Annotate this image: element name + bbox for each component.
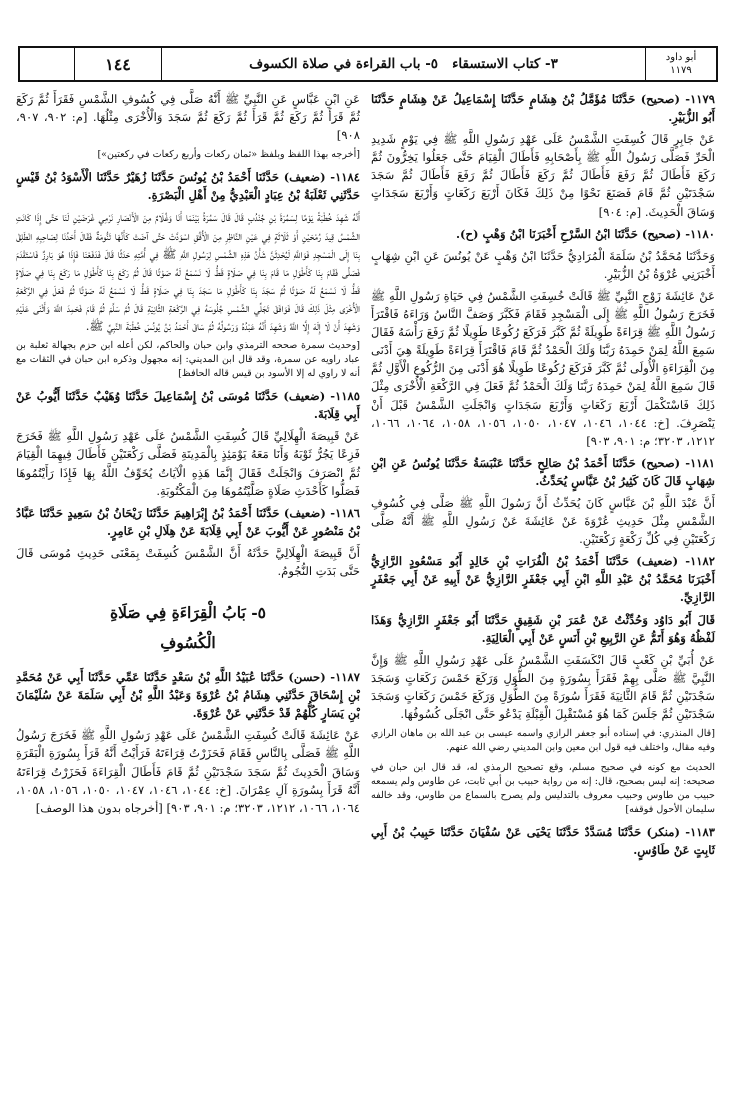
hadith-matn: عَنْ عَائِشَةَ قَالَتْ كُسِفَتِ الشَّمْسُ عَلَى عَهْدِ رَسُولِ اللَّهِ ﷺ فَخَرَجَ رَسُولُ اللَّهِ ﷺ فَصَلَّى بِالنَّاسِ فَقَامَ فَحَزَرْتُ قِرَاءَتَهُ فَرَأَيْتُ أَنَّهُ قَرَأَ بِسُورَةِ الْبَقَرَةِ وَسَاقَ الْحَدِيثَ ثُمَّ سَجَدَ سَجْدَتَيْنِ ثُمَّ قَامَ فَأَطَالَ الْقِرَاءَةَ فَحَزَرْتُ قِرَاءَتَهُ أَنَّهُ قَرَأَ بِسُورَةِ آلِ عِمْرَانَ. [خ: ١٠٤٤، ١٠٤٦، ١٠٤٧، ١٠٥٠، ١٠٥٦، ١٠٥٨، ١٠٦٤، ١٠٦٦، ١٢١٢، ٣٢٠٣؛ م: ٩٠١، ٩٠٣] [أخرجاه بدون هذا الوصف] — [16, 728, 360, 815]
author-note: قَالَ أَبُو دَاوُد وَحُدِّثْتُ عَنْ عُمَرَ بْنِ شَقِيقٍ حَدَّثَنَا أَبُو جَعْفَرٍ الرَّازِيُّ وَهَذَا لَفْظُهُ وَهُوَ أَتَمُّ عَنِ الرَّبِيعِ بْنِ أَنَسٍ عَنْ أَبِي الْعَالِيَةِ. — [371, 612, 715, 645]
book-name: أبو داود — [665, 52, 697, 63]
page-number: ١٤٤ — [74, 48, 161, 80]
hadith-matn: أَنَّ قَبِيصَةَ الْهِلَالِيَّ حَدَّثَهُ أَنَّ الشَّمْسَ كُسِفَتْ بِمَعْنَى حَدِيثِ مُوسَى قَالَ حَتَّى بَدَتِ النُّجُومُ. — [16, 545, 360, 578]
book-hadith-number: ١١٧٩ — [670, 65, 692, 76]
page-header — [18, 46, 718, 82]
hadith-matn: وَحَدَّثَنَا مُحَمَّدُ بْنُ سَلَمَةَ الْمُرَادِيُّ حَدَّثَنَا ابْنُ وَهْبٍ عَنْ يُونُسَ عَنِ ابْنِ شِهَابٍ أَخْبَرَنِي عُرْوَةُ بْنُ الزُّبَيْرِ. — [371, 248, 715, 281]
hadith-matn: عَنِ ابْنِ عَبَّاسٍ عَنِ النَّبِيِّ ﷺ أَنَّهُ صَلَّى فِي كُسُوفِ الشَّمْسِ فَقَرَأَ ثُمَّ رَكَعَ ثُمَّ قَرَأَ ثُمَّ رَكَعَ ثُمَّ قَرَأَ ثُمَّ رَكَعَ ثُمَّ سَجَدَ وَالْأُخْرَى مِثْلُهَا. [م: ٩٠٢، ٩٠٧، ٩٠٨] — [16, 92, 360, 143]
hadith-isnad: ١١٨١- (صحيح) حَدَّثَنَا أَحْمَدُ بْنُ صَالِحٍ حَدَّثَنَا عَنْبَسَةُ حَدَّثَنَا يُونُسُ عَنِ ابْنِ شِهَابٍ قَالَ كَانَ كَثِيرُ بْنُ عَبَّاسٍ يُحَدِّثُ. — [371, 455, 715, 488]
hadith-matn: عَنْ قَبِيصَةَ الْهِلَالِيِّ قَالَ كُسِفَتِ الشَّمْسُ عَلَى عَهْدِ رَسُولِ اللَّهِ ﷺ فَخَرَجَ فَزِعًا يَجُرُّ ثَوْبَهُ وَأَنَا مَعَهُ يَوْمَئِذٍ بِالْمَدِينَةِ فَصَلَّى رَكْعَتَيْنِ فَأَطَالَ فِيهِمَا الْقِيَامَ ثُمَّ انْصَرَفَ وَانْجَلَتْ فَقَالَ إِنَّمَا هَذِهِ الْآيَاتُ يُخَوِّفُ اللَّهُ بِهَا فَإِذَا رَأَيْتُمُوهَا فَصَلُّوا كَأَحْدَثِ صَلَاةٍ صَلَّيْتُمُوهَا مِنَ الْمَكْتُوبَةِ. — [16, 429, 360, 498]
section-heading: ٥- بَابُ الْقِرَاءَةِ فِي صَلَاةِ الْكُسُوفِ — [110, 603, 266, 653]
hadith-matn: عَنْ أُبَيِّ بْنِ كَعْبٍ قَالَ انْكَسَفَتِ الشَّمْسُ عَلَى عَهْدِ رَسُولِ اللَّهِ ﷺ وَإِنَّ النَّبِيَّ ﷺ صَلَّى بِهِمْ فَقَرَأَ بِسُورَةٍ مِنَ الطُّوَلِ وَرَكَعَ خَمْسَ رَكَعَاتٍ وَسَجَدَ سَجْدَتَيْنِ ثُمَّ قَامَ الثَّانِيَةَ فَقَرَأَ سُورَةً مِنَ الطُّوَلِ وَرَكَعَ خَمْسَ رَكَعَاتٍ وَسَجَدَ سَجْدَتَيْنِ ثُمَّ جَلَسَ كَمَا هُوَ مُسْتَقْبِلَ الْقِبْلَةِ يَدْعُو حَتَّى انْجَلَى كُسُوفُهَا. — [371, 652, 715, 721]
hadith-matn: عَنْ عَائِشَةَ زَوْجِ النَّبِيِّ ﷺ قَالَتْ خُسِفَتِ الشَّمْسُ فِي حَيَاةِ رَسُولِ اللَّهِ ﷺ فَخَرَجَ رَسُولُ اللَّهِ ﷺ إِلَى الْمَسْجِدِ فَقَامَ فَكَبَّرَ وَصَفَّ النَّاسُ وَرَاءَهُ فَاقْتَرَأَ رَسُولُ اللَّهِ ﷺ قِرَاءَةً طَوِيلَةً ثُمَّ كَبَّرَ فَرَكَعَ رُكُوعًا طَوِيلًا ثُمَّ رَفَعَ رَأْسَهُ فَقَالَ سَمِعَ اللَّهُ لِمَنْ حَمِدَهُ رَبَّنَا وَلَكَ الْحَمْدُ ثُمَّ قَامَ فَاقْتَرَأَ قِرَاءَةً طَوِيلَةً هِيَ أَدْنَى مِنَ الْقِرَاءَةِ الْأُولَى ثُمَّ كَبَّرَ فَرَكَعَ رُكُوعًا طَوِيلًا هُوَ أَدْنَى مِنَ الرُّكُوعِ الْأَوَّلِ ثُمَّ قَالَ سَمِعَ اللَّهُ لِمَنْ حَمِدَهُ رَبَّنَا وَلَكَ الْحَمْدُ ثُمَّ فَعَلَ فِي الرَّكْعَةِ الْأُخْرَى مِثْلَ ذَلِكَ فَاسْتَكْمَلَ أَرْبَعَ رَكَعَاتٍ وَأَرْبَعَ سَجَدَاتٍ وَانْجَلَتِ الشَّمْسُ قَبْلَ أَنْ يَنْصَرِفَ. [خ: ١٠٤٤، ١٠٤٦، ١٠٤٧، ١٠٥٠، ١٠٥٦، ١٠٥٨، ١٠٦٤، ١٠٦٦، ١٢١٢، ٣٢٠٣؛ م: ٩٠١، ٩٠٣] — [371, 288, 715, 448]
hadith-matn: عَنْ جَابِرٍ قَالَ كُسِفَتِ الشَّمْسُ عَلَى عَهْدِ رَسُولِ اللَّهِ ﷺ فِي يَوْمٍ شَدِيدِ الْحَرِّ فَصَلَّى رَسُولُ اللَّهِ ﷺ بِأَصْحَابِهِ فَأَطَالَ الْقِيَامَ حَتَّى جَعَلُوا يَخِرُّونَ ثُمَّ رَكَعَ فَأَطَالَ ثُمَّ رَفَعَ فَأَطَالَ ثُمَّ رَكَعَ فَأَطَالَ ثُمَّ رَفَعَ فَأَطَالَ ثُمَّ سَجَدَ سَجْدَتَيْنِ ثُمَّ قَامَ فَصَنَعَ نَحْوًا مِنْ ذَلِكَ فَكَانَ أَرْبَعَ رَكَعَاتٍ وَأَرْبَعَ سَجَدَاتٍ وَسَاقَ الْحَدِيثَ. [م: ٩٠٤] — [371, 132, 715, 219]
kitab-title: ٣- كتاب الاستسقاء — [452, 56, 558, 72]
footnote: [قال المنذري: في إسناده أبو جعفر الرازي واسمه عيسى بن عبد الله بن ماهان الرازي وفيه مقال، واختلف فيه قول ابن معين وابن المديني رضي الله عنهم. — [371, 728, 715, 754]
hadith-matn: أَنَّ عَبْدَ اللَّهِ بْنَ عَبَّاسٍ كَانَ يُحَدِّثُ أَنَّ رَسُولَ اللَّهِ ﷺ صَلَّى فِي كُسُوفِ الشَّمْسِ مِثْلَ حَدِيثِ عُرْوَةَ عَنْ عَائِشَةَ عَنْ رَسُولِ اللَّهِ ﷺ أَنَّهُ صَلَّى رَكْعَتَيْنِ فِي كُلِّ رَكْعَةٍ رَكْعَتَيْنِ. — [371, 495, 715, 547]
hadith-isnad: ١١٨٧- (حسن) حَدَّثَنَا عُبَيْدُ اللَّهِ بْنُ سَعْدٍ حَدَّثَنَا عَمِّي حَدَّثَنَا أَبِي عَنْ مُحَمَّدِ بْنِ إِسْحَاقَ حَدَّثَنِي هِشَامُ بْنُ عُرْوَةَ وَعَبْدُ اللَّهِ بْنُ أَبِي سَلَمَةَ عَنْ سُلَيْمَانَ بْنِ يَسَارٍ كُلُّهُمْ قَدْ حَدَّثَنِي عَنْ عُرْوَةَ. — [16, 670, 360, 721]
chapter-titles — [161, 48, 645, 80]
hadith-isnad: ١١٨٤- (ضعيف) حَدَّثَنَا أَحْمَدُ بْنُ يُونُسَ حَدَّثَنَا زُهَيْرٌ حَدَّثَنَا الْأَسْوَدُ بْنُ قَيْسٍ حَدَّثَنِي ثَعْلَبَةُ بْنُ عِبَادٍ الْعَبْدِيُّ مِنْ أَهْلِ الْبَصْرَةِ. — [16, 170, 360, 203]
footnote: الحديث مع كونه في صحيح مسلم، وقع تصحيح الرمذي له، قد قال ابن حبان في صحيحه: إنه ليس بصحيح، قال: إنه من رواية حبيب بن أبي ثابت، عن طاوس ولم يسمعه حبيب من طاوس وحبيب معروف بالتدليس ولم يصرح بالسماع من طاوس، وقد خالفه سليمان الأحول فوقفه] — [371, 762, 715, 816]
hadith-isnad: ١١٧٩- (صحيح) حَدَّثَنَا مُؤَمَّلُ بْنُ هِشَامٍ حَدَّثَنَا إِسْمَاعِيلُ عَنْ هِشَامٍ حَدَّثَنَا أَبُو الزُّبَيْرِ. — [371, 92, 715, 125]
header-empty-cell — [20, 48, 74, 80]
footnote: [أخرجه بهذا اللفظ وبلفظ «ثمان ركعات وأربع ركعات في ركعتين»] — [97, 149, 360, 161]
book-label — [645, 48, 716, 80]
right-column — [371, 90, 715, 863]
hadith-isnad: ١١٨٣- (منكر) حَدَّثَنَا مُسَدَّدٌ حَدَّثَنَا يَحْيَى عَنْ سُفْيَانَ حَدَّثَنَا حَبِيبُ بْنُ أَبِي ثَابِتٍ عَنْ طَاوُسٍ. — [371, 825, 715, 858]
hadith-matn: أَنَّهُ شَهِدَ خُطْبَةً يَوْمًا لِسَمُرَةَ بْنِ جُنْدُبٍ قَالَ قَالَ سَمُرَةُ بَيْنَمَا أَنَا وَغُلَامٌ مِنَ الْأَنْصَارِ نَرْمِي غَرَضَيْنِ لَنَا حَتَّى إِذَا كَانَتِ الشَّمْسُ قِيدَ رُمْحَيْنِ أَوْ ثَلَاثَةٍ فِي عَيْنِ النَّاظِرِ مِنَ الْأُفُقِ اسْوَدَّتْ حَتَّى آضَتْ كَأَنَّهَا تَنُّومَةٌ فَقَالَ أَحَدُنَا لِصَاحِبِهِ انْطَلِقْ بِنَا إِلَى الْمَسْجِدِ فَوَاللَّهِ لَيُحْدِثَنَّ شَأْنُ هَذِهِ الشَّمْسِ لِرَسُولِ اللَّهِ ﷺ فِي أُمَّتِهِ حَدَثًا قَالَ فَدَفَعْنَا فَإِذَا هُوَ بَارِزٌ فَاسْتَقْدَمَ فَصَلَّى فَقَامَ بِنَا كَأَطْوَلِ مَا قَامَ بِنَا فِي صَلَاةٍ قَطُّ لَا نَسْمَعُ لَهُ صَوْتًا قَالَ ثُمَّ رَكَعَ بِنَا كَأَطْوَلِ مَا رَكَعَ بِنَا فِي صَلَاةٍ قَطُّ لَا نَسْمَعُ لَهُ صَوْتًا ثُمَّ سَجَدَ بِنَا كَأَطْوَلِ مَا سَجَدَ بِنَا فِي صَلَاةٍ قَطُّ لَا نَسْمَعُ لَهُ صَوْتًا ثُمَّ فَعَلَ فِي الرَّكْعَةِ الْأُخْرَى مِثْلَ ذَلِكَ قَالَ فَوَافَقَ تَجَلِّي الشَّمْسِ جُلُوسَهُ فِي الرَّكْعَةِ الثَّانِيَةِ قَالَ ثُمَّ سَلَّمَ ثُمَّ قَامَ فَحَمِدَ اللَّهَ وَأَثْنَى عَلَيْهِ وَشَهِدَ أَنْ لَا إِلَهَ إِلَّا اللَّهُ وَشَهِدَ أَنَّهُ عَبْدُهُ وَرَسُولُهُ ثُمَّ سَاقَ أَحْمَدُ بْنُ يُونُسَ خُطْبَةَ النَّبِيِّ ﷺ. — [16, 210, 360, 334]
hadith-isnad: ١١٨٢- (ضعيف) حَدَّثَنَا أَحْمَدُ بْنُ الْفُرَاتِ بْنِ خَالِدٍ أَبُو مَسْعُودٍ الرَّازِيُّ أَخْبَرَنَا مُحَمَّدُ بْنُ عَبْدِ اللَّهِ ابْنِ أَبِي جَعْفَرٍ الرَّازِيُّ عَنْ أَبِيهِ عَنْ أَبِي جَعْفَرٍ الرَّازِيِّ. — [371, 554, 715, 605]
hadith-isnad: ١١٨٥- (ضعيف) حَدَّثَنَا مُوسَى بْنُ إِسْمَاعِيلَ حَدَّثَنَا وُهَيْبٌ حَدَّثَنَا أَيُّوبُ عَنْ أَبِي قِلَابَةَ. — [16, 389, 360, 422]
hadith-isnad: ١١٨٠- (صحيح) حَدَّثَنَا ابْنُ السَّرْحِ أَخْبَرَنَا ابْنُ وَهْبٍ (ح). — [456, 226, 715, 241]
hadith-isnad: ١١٨٦- (ضعيف) حَدَّثَنَا أَحْمَدُ بْنُ إِبْرَاهِيمَ حَدَّثَنَا رَيْحَانُ بْنُ سَعِيدٍ حَدَّثَنَا عَبَّادُ بْنُ مَنْصُورٍ عَنْ أَيُّوبَ عَنْ أَبِي قِلَابَةَ عَنْ هِلَالِ بْنِ عَامِرٍ. — [16, 505, 360, 538]
bab-title: ٥- باب القراءة في صلاة الكسوف — [249, 56, 439, 72]
footnote: [وحديث سمرة صححه الترمذي وابن حبان والحاكم، لكن أعله ابن حزم بجهالة ثعلبة بن عباد راويه عن سمرة، وقد قال ابن المديني: إنه مجهول وذكره ابن حبان في الثقات مع أنه لا راوي له إلا الأسود بن قيس قاله الحافظ] — [16, 340, 360, 380]
left-column — [16, 90, 360, 821]
